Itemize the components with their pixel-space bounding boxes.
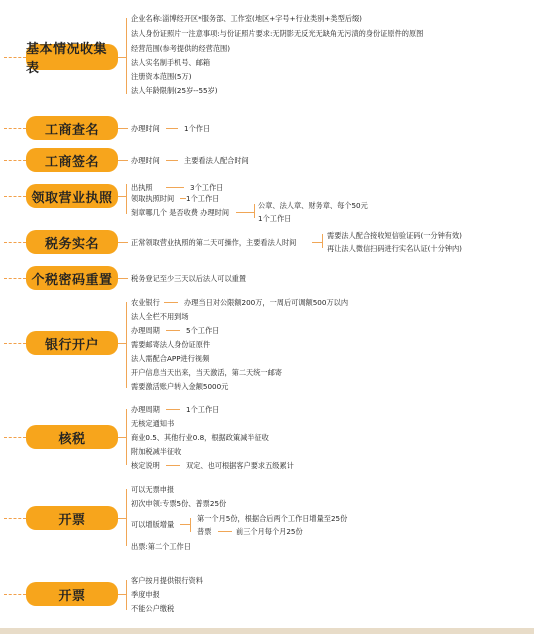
connector: [118, 278, 128, 279]
item-receive-license: 领取执照时间: [131, 194, 175, 203]
item-normal-invoice: 普票: [197, 527, 212, 536]
item-duration-value: 主要看法人配合时间: [184, 156, 249, 165]
connector: [118, 518, 126, 519]
connector: [166, 160, 178, 161]
item-password-reset: 税务登记至少三天以后法人可以重置: [131, 274, 247, 283]
connector: [4, 343, 26, 345]
node-invoice-2: 开票: [26, 582, 118, 606]
connector: [166, 409, 180, 410]
item-tax-duration-label: 办理周期: [131, 405, 160, 414]
item-increase: 可以增版增量: [131, 520, 175, 529]
node-tax-verify: 核税: [26, 425, 118, 449]
item-zero-declare: 可以无票申报: [131, 485, 175, 494]
bottom-bar: [0, 628, 534, 634]
connector: [4, 278, 26, 280]
item-mail-id: 需要邮寄法人身份证原件: [131, 340, 211, 349]
item-no-notice: 无核定通知书: [131, 419, 175, 428]
node-tax-password: 个税密码重置: [26, 266, 118, 290]
node-name-sign: 工商签名: [26, 148, 118, 172]
bracket: [126, 489, 127, 546]
connector: [118, 196, 126, 197]
connector: [118, 343, 126, 344]
item-special-invoice-increase: 第一个月5份，根据合后两个工作日增量至25份: [197, 514, 348, 523]
item-tax-realname: 正常领取营业执照的第二天可操作，主要看法人时间: [131, 238, 297, 247]
bracket: [126, 18, 127, 94]
item-bank-statement: 客户按月提供银行资料: [131, 576, 203, 585]
item-seal: 刻章哪几个 是否收费 办理时间: [131, 208, 230, 217]
item-seal-duration: 1个工作日: [258, 214, 292, 223]
item-duration-value: 1个作日: [184, 124, 211, 133]
item-duration-label: 办理时间: [131, 124, 160, 133]
connector: [312, 242, 322, 243]
bracket: [126, 184, 127, 214]
connector: [4, 57, 26, 59]
item-tax-rate: 商业0.5、其他行业0.8，根据政策减半征收: [131, 433, 269, 442]
item-phone-email: 法人实名制手机号、邮箱: [131, 58, 211, 67]
node-invoice: 开票: [26, 506, 118, 530]
item-age-limit: 法人年龄限制(25岁--55岁): [131, 86, 218, 95]
item-company-name: 企业名称:淄博经开区*服务部、工作室(地区+字号+行业类别+类型后缀): [131, 14, 362, 23]
item-account-activation: 开户信息当天出来，当天激活，第二天统一邮寄: [131, 368, 282, 377]
connector: [4, 128, 26, 130]
connector: [4, 242, 26, 244]
item-issue-time: 出票:第二个工作日: [131, 542, 191, 551]
item-first-claim: 初次申领:专票5份、普票25份: [131, 499, 227, 508]
item-capital: 注册资本范围(5万): [131, 72, 192, 81]
item-receive-license-value: 1个工作日: [186, 194, 220, 203]
connector: [118, 128, 128, 129]
connector: [218, 531, 232, 532]
node-bank: 银行开户: [26, 331, 118, 355]
item-app-video: 法人需配合APP进行视频: [131, 354, 210, 363]
item-business-scope: 经营范围(参考提供的经营范围): [131, 44, 231, 53]
node-license: 领取营业执照: [26, 184, 118, 208]
connector: [118, 242, 128, 243]
connector: [4, 518, 26, 520]
connector: [4, 437, 26, 439]
node-tax-realname: 税务实名: [26, 230, 118, 254]
bracket: [190, 518, 191, 532]
item-tax-duration-value: 1个工作日: [186, 405, 220, 414]
connector: [166, 465, 180, 466]
connector: [180, 524, 190, 525]
connector: [4, 160, 26, 162]
item-bank-duration-value: 5个工作日: [186, 326, 220, 335]
node-name-check: 工商查名: [26, 116, 118, 140]
item-no-presence: 法人全栏不用到场: [131, 312, 189, 321]
item-bank-limit: 办理当日对公限额200万，一周后可调额500万以内: [184, 298, 349, 307]
connector: [4, 594, 26, 596]
item-verify-note-label: 核定说明: [131, 461, 160, 470]
connector: [236, 212, 254, 213]
connector: [118, 437, 126, 438]
item-normal-invoice-quota: 前三个月每个月25份: [236, 527, 303, 536]
item-no-corporate-pay: 不能公户缴税: [131, 604, 175, 613]
item-duration-label: 办理时间: [131, 156, 160, 165]
item-surcharge: 附加税减半征收: [131, 447, 182, 456]
bracket: [254, 204, 255, 218]
item-deposit: 需要激活账户转入金额5000元: [131, 382, 229, 391]
connector: [166, 128, 178, 129]
node-basic-info: 基本情况收集表: [26, 44, 118, 70]
item-id-photo: 法人身份证照片一注意事项:与份证照片要求:无阴影无反光无缺角无污渍的身份证原件的原图: [131, 29, 424, 38]
item-wechat-scan: 再让法人微信扫码进行实名认证(十分钟内): [327, 244, 462, 253]
connector: [164, 302, 178, 303]
item-issue-license: 出执照: [131, 183, 153, 192]
item-quarterly: 季度申报: [131, 590, 160, 599]
bracket: [126, 580, 127, 610]
connector: [118, 160, 128, 161]
item-bank-duration-label: 办理周期: [131, 326, 160, 335]
connector: [166, 187, 184, 188]
item-seal-types: 公章、法人章、财务章、每个50元: [258, 201, 368, 210]
connector: [118, 594, 126, 595]
item-sms-code: 需要法人配合接收短信验证码(一分钟有效): [327, 231, 462, 240]
item-issue-license-value: 3个工作日: [190, 183, 224, 192]
bracket: [126, 302, 127, 388]
bracket: [322, 234, 323, 248]
connector: [166, 330, 180, 331]
item-verify-note-value: 双定、也可根据客户要求五级累计: [186, 461, 294, 470]
connector: [118, 57, 126, 58]
connector: [4, 196, 26, 198]
item-bank-name: 农业银行: [131, 298, 160, 307]
bracket: [126, 409, 127, 465]
